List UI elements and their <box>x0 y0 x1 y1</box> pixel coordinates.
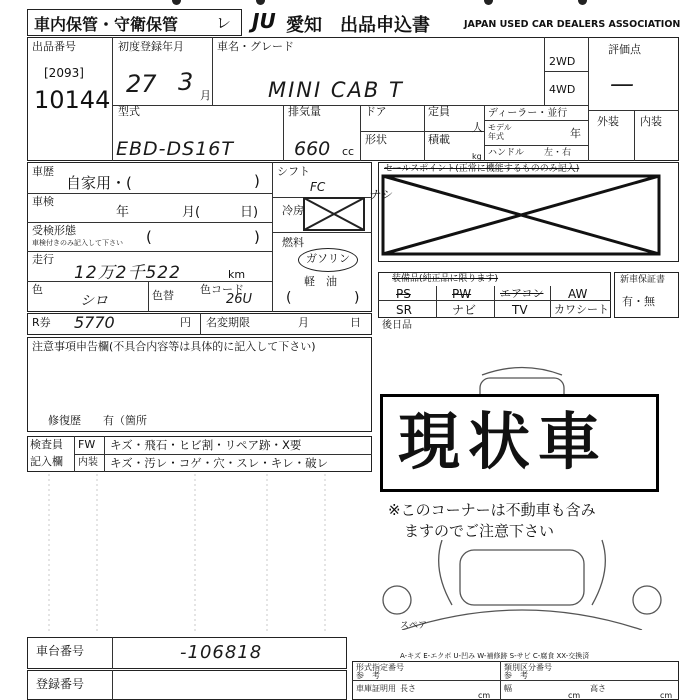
fuel-close: ) <box>354 290 360 306</box>
shift-label: シフト <box>277 165 310 178</box>
capacity-unit: 人 <box>472 121 483 134</box>
shift-value: FC <box>310 180 326 194</box>
equipment-header: 装備品(純正品に限ります) <box>392 274 499 284</box>
fuel-label: 燃料 <box>282 236 304 249</box>
inspection-day: 日) <box>240 205 259 220</box>
score-value: — <box>610 70 634 98</box>
sales-point-note: ナシ <box>368 188 392 202</box>
binder-hole <box>578 0 587 5</box>
first-reg-month: 3 <box>178 68 194 96</box>
inspector-label-1: 検査員 <box>30 438 63 451</box>
ac-label: 冷房 <box>282 204 304 217</box>
fuel-gasoline: ガソリン <box>306 252 350 265</box>
equip-aircon: エアコン <box>500 287 544 300</box>
inspector-int-items: キズ・汚レ・コゲ・穴・スレ・キレ・破レ <box>110 456 329 470</box>
lot-sub: [2093] <box>44 66 84 80</box>
storage-label: 車内保管・守衛保管 <box>34 15 179 34</box>
name-change-day: 日 <box>350 316 361 329</box>
score-interior: 内装 <box>640 115 662 128</box>
cert-label: 車庫証明用 <box>356 684 396 693</box>
inspector-fw-items: キズ・飛石・ヒビ割・リペア跡・X要 <box>110 438 302 452</box>
width-unit: cm <box>568 691 581 700</box>
form-type-label: 形式指定番号 <box>356 663 404 672</box>
equip-ps: PS <box>396 287 411 301</box>
inspection-month: 月( <box>182 205 201 220</box>
lot-number: 10144 <box>34 86 111 114</box>
maintenance-sub: 車検付きのみ記入して下さい <box>32 239 123 247</box>
first-reg-label: 初度登録年月 <box>118 40 184 53</box>
ju-logo: JU <box>252 9 276 33</box>
capacity-label: 定員 <box>428 105 450 118</box>
mileage-value: 12万2千522 <box>74 263 181 283</box>
drive-2wd: 2WD <box>549 55 576 68</box>
model-year-unit: 年 <box>570 127 581 140</box>
height-unit: cm <box>660 691 673 700</box>
reg-no-label: 登録番号 <box>36 677 85 691</box>
equip-navi: ナビ <box>452 303 477 317</box>
warranty-options: 有・無 <box>622 295 655 308</box>
association-name: JAPAN USED CAR DEALERS ASSOCIATION <box>464 19 681 30</box>
color-code-value: 26U <box>226 292 253 307</box>
load-label: 積載 <box>428 133 450 146</box>
damage-legend: A-キズ E-エクボ U-凹み W-補修跡 S-サビ C-腐食 XX-交換済 <box>400 652 590 660</box>
tax-label: R券 <box>32 316 51 329</box>
width-label: 幅 <box>504 684 512 693</box>
as-is-note-2: ますのでご注意下さい <box>404 522 555 540</box>
score-label: 評価点 <box>608 43 641 56</box>
handle-label: ハンドル <box>488 148 525 158</box>
height-label: 高さ <box>590 684 606 693</box>
tax-value: 5770 <box>74 313 115 332</box>
chassis-value: -106818 <box>180 642 263 663</box>
model-name-value: MINI CAB T <box>268 78 404 102</box>
class-no-ref: 参 考 <box>504 671 528 680</box>
displacement-label: 排気量 <box>288 105 321 118</box>
tax-unit: 円 <box>180 316 191 329</box>
binder-hole <box>484 0 493 5</box>
length-label: 長さ <box>400 684 416 693</box>
maintenance-label: 受検形態 <box>32 224 76 237</box>
first-reg-year: 27 <box>126 70 157 98</box>
maintenance-close: ) <box>254 228 260 246</box>
mileage-label: 走行 <box>32 253 54 266</box>
history-close: ) <box>254 172 260 190</box>
class-no-label: 類別区分番号 <box>504 663 552 672</box>
as-is-title: 現状車 <box>398 405 609 478</box>
binder-hole <box>172 0 181 5</box>
type-label: 型式 <box>118 105 140 118</box>
storage-check: レ <box>216 14 232 32</box>
inspection-label: 車検 <box>32 195 54 208</box>
maintenance-open: ( <box>146 228 152 246</box>
fuel-diesel: 軽 油 <box>304 275 337 288</box>
model-year-label-2: 年式 <box>488 132 504 141</box>
fuel-open: ( <box>286 290 292 306</box>
first-reg-month-unit: 月 <box>200 89 211 102</box>
history-label: 車歴 <box>32 165 54 178</box>
inspection-year: 年 <box>116 205 130 220</box>
mileage-unit: km <box>228 268 246 281</box>
inspector-label-2: 記入欄 <box>30 455 63 468</box>
displacement-unit: cc <box>342 145 355 158</box>
model-name-label: 車名・グレード <box>217 40 294 53</box>
sales-point-label: セールスポイント(正常に機能するもののみ記入) <box>384 164 580 174</box>
handle-options: 左・右 <box>544 148 572 158</box>
equip-sr: SR <box>396 303 412 317</box>
notes-grid <box>27 474 372 634</box>
name-change-label: 名変期限 <box>206 316 250 329</box>
equip-tv: TV <box>512 303 528 317</box>
chassis-label: 車台番号 <box>36 644 85 658</box>
score-exterior: 外装 <box>597 115 619 128</box>
warranty-label: 新車保証書 <box>620 275 666 285</box>
region-name: 愛知 <box>286 15 322 36</box>
doors-label: ドア <box>365 105 387 118</box>
color-change-label: 色替 <box>152 289 174 302</box>
form-title: 出品申込書 <box>340 15 430 36</box>
drive-4wd: 4WD <box>549 83 576 96</box>
post-fit-label: 後日品 <box>382 320 412 331</box>
sales-point-crossed-out <box>380 173 662 257</box>
equip-pw: PW <box>452 287 472 301</box>
equip-aw: AW <box>568 287 588 301</box>
displacement-value: 660 <box>294 138 331 160</box>
model-year-label-1: モデル <box>488 123 512 132</box>
remarks-label: 注意事項申告欄(不具合内容等は具体的に記入して下さい) <box>32 340 316 353</box>
color-code-label: 色コード <box>200 283 244 296</box>
spare-label: スペア <box>400 621 428 631</box>
shape-label: 形状 <box>365 133 387 146</box>
binder-hole <box>256 0 265 5</box>
dealer-label: ディーラー・並行 <box>488 108 568 119</box>
repair-history: 修復歴 有（箇所 <box>48 414 147 427</box>
name-change-month: 月 <box>298 316 309 329</box>
length-unit: cm <box>478 691 491 700</box>
equip-seat: カワシート <box>554 303 609 316</box>
form-type-ref: 参 考 <box>356 671 380 680</box>
history-value: 自家用・( <box>66 174 132 192</box>
ac-crossed-box <box>302 196 366 232</box>
lot-label: 出品番号 <box>32 40 76 53</box>
color-value: シロ <box>80 293 108 309</box>
as-is-note-1: ※このコーナーは不動車も含み <box>388 501 596 519</box>
load-unit: kg <box>472 152 482 161</box>
inspector-int-label: 内装 <box>78 457 98 468</box>
inspector-fw-label: FW <box>78 438 96 451</box>
color-label: 色 <box>32 283 43 296</box>
type-value: EBD-DS16T <box>116 138 234 160</box>
